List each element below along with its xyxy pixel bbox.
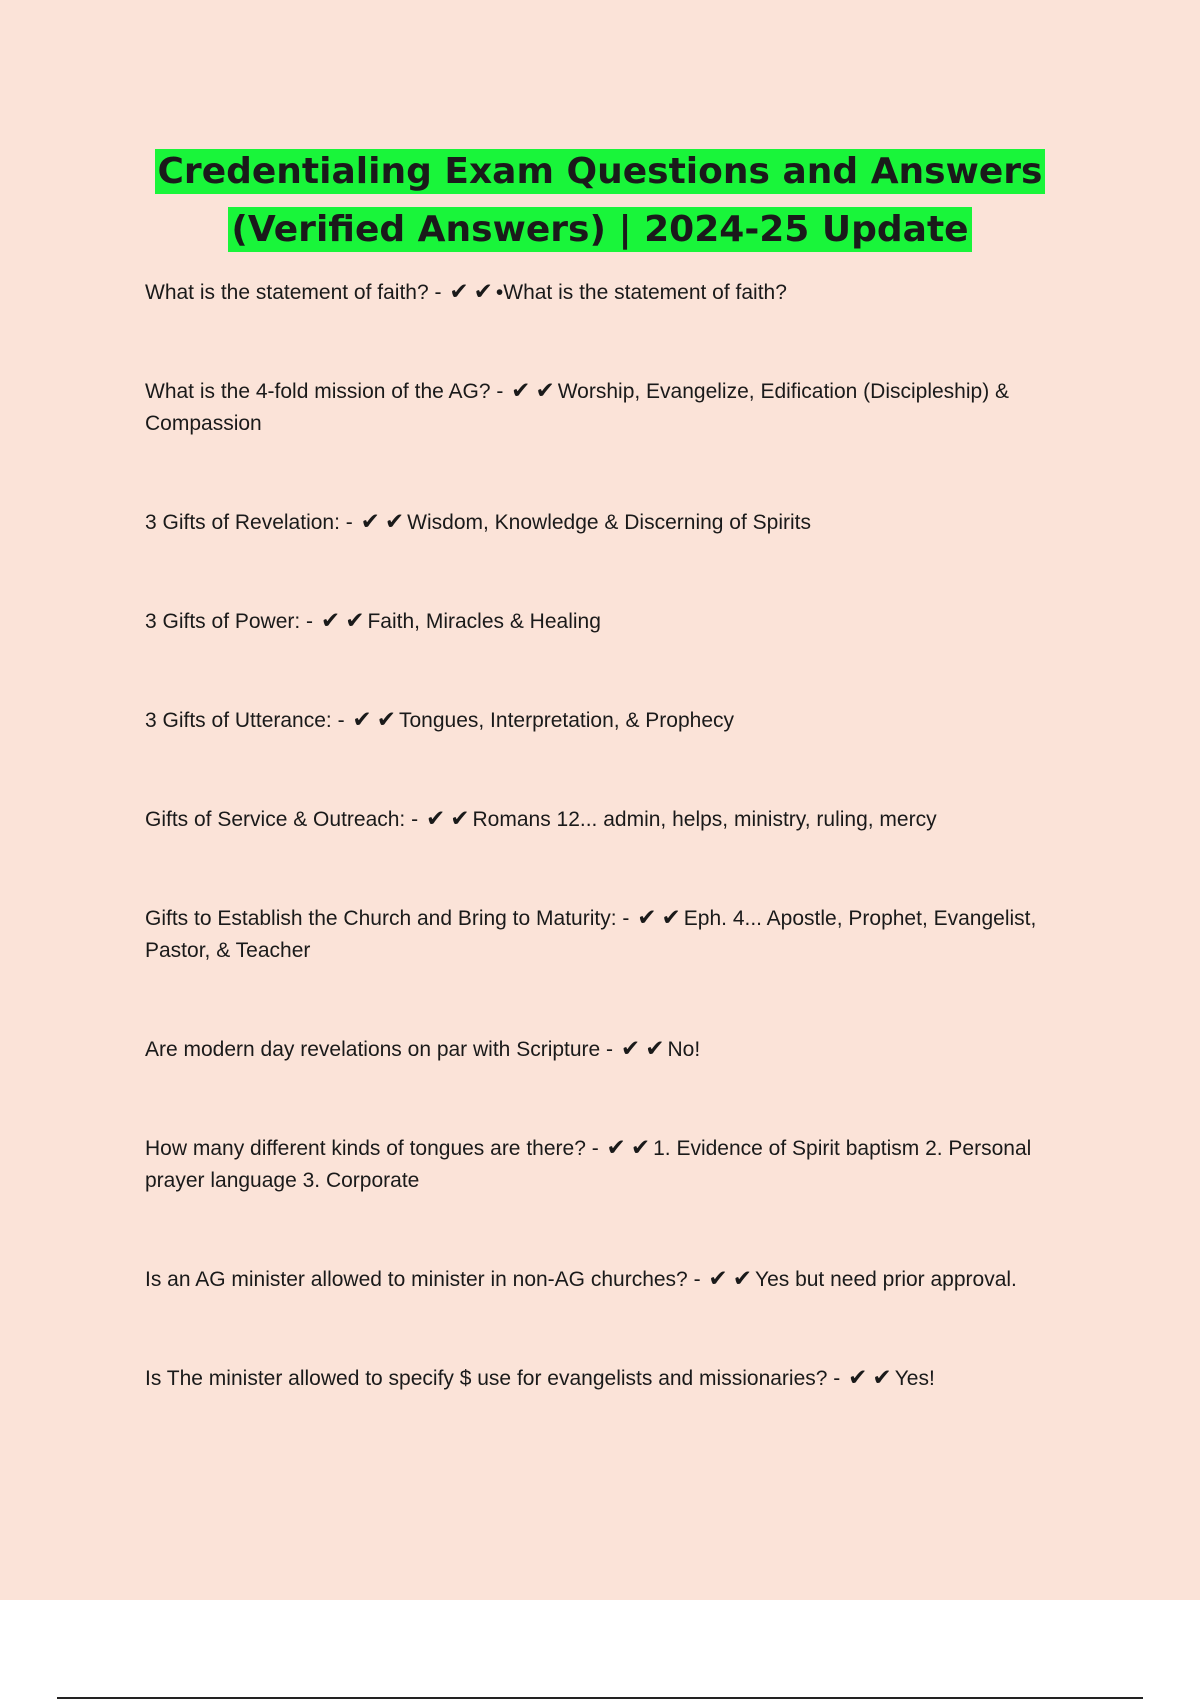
title-line-1: Credentialing Exam Questions and Answers xyxy=(155,149,1046,194)
check-icon: ✔ xyxy=(732,1266,752,1292)
check-icon: ✔ xyxy=(345,608,365,634)
check-icon: ✔ xyxy=(630,1135,651,1161)
check-icon: ✔ xyxy=(848,1365,868,1391)
answer-text: Yes but need prior approval. xyxy=(754,1268,1017,1291)
check-icon: ✔ xyxy=(535,378,555,404)
qa-item xyxy=(145,1263,1095,1327)
qa-item xyxy=(145,375,1095,471)
question-text: What is the 4-fold mission of the AG? - xyxy=(145,380,504,403)
question-text: 3 Gifts of Power: - xyxy=(145,610,314,633)
qa-list xyxy=(145,276,1095,1461)
question-text: 3 Gifts of Utterance: - xyxy=(145,709,345,732)
footer-divider xyxy=(57,1697,1143,1699)
title-line-2: (Verified Answers) | 2024-25 Update xyxy=(228,207,971,252)
answer-text: Faith, Miracles & Healing xyxy=(367,610,601,633)
check-icon: ✔ xyxy=(620,1036,641,1062)
qa-item xyxy=(145,803,1095,867)
qa-item xyxy=(145,1033,1095,1097)
question-text: Gifts to Establish the Church and Bring to Maturity: - xyxy=(145,907,630,930)
check-icon: ✔ xyxy=(320,608,341,634)
check-icon: ✔ xyxy=(450,806,470,832)
answer-text: Worship, Evangelize, Edification (Discipleship) & Compassion xyxy=(145,380,1010,435)
check-icon: ✔ xyxy=(425,806,446,832)
qa-item xyxy=(145,902,1095,998)
answer-text: 1. Evidence of Spirit baptism 2. Personal prayer language 3. Corporate xyxy=(145,1137,1032,1192)
document-title xyxy=(0,143,1200,259)
check-icon: ✔ xyxy=(872,1365,892,1391)
answer-text: Yes! xyxy=(894,1367,935,1390)
qa-item xyxy=(145,1362,1095,1426)
question-text: 3 Gifts of Revelation: - xyxy=(145,511,353,534)
check-icon: ✔ xyxy=(606,1135,626,1161)
answer-text: Romans 12... admin, helps, ministry, ruling, mercy xyxy=(472,808,937,831)
qa-item xyxy=(145,506,1095,570)
check-icon: ✔ xyxy=(708,1266,728,1292)
check-icon: ✔ xyxy=(645,1036,665,1062)
check-icon: ✔ xyxy=(637,905,657,931)
answer-text: Tongues, Interpretation, & Prophecy xyxy=(398,709,735,732)
question-text: Are modern day revelations on par with Scripture - xyxy=(145,1038,614,1061)
question-text: Is an AG minister allowed to minister in non-AG churches? - xyxy=(145,1268,701,1291)
qa-item xyxy=(145,276,1095,340)
question-text: Gifts of Service & Outreach: - xyxy=(145,808,419,831)
check-icon: ✔ xyxy=(473,279,493,305)
answer-text: •What is the statement of faith? xyxy=(495,281,787,304)
check-icon: ✔ xyxy=(360,509,380,535)
question-text: What is the statement of faith? - xyxy=(145,281,442,304)
question-text: How many different kinds of tongues are there? - xyxy=(145,1137,599,1160)
check-icon: ✔ xyxy=(352,707,372,733)
check-icon: ✔ xyxy=(449,279,469,305)
check-icon: ✔ xyxy=(511,378,531,404)
check-icon: ✔ xyxy=(661,905,681,931)
answer-text: Eph. 4... Apostle, Prophet, Evangelist, Pastor, & Teacher xyxy=(145,907,1037,962)
qa-item xyxy=(145,704,1095,768)
answer-text: No! xyxy=(667,1038,701,1061)
answer-text: Wisdom, Knowledge & Discerning of Spirits xyxy=(407,511,812,534)
qa-item xyxy=(145,1132,1095,1228)
question-text: Is The minister allowed to specify $ use for evangelists and missionaries? - xyxy=(145,1367,841,1390)
qa-item xyxy=(145,605,1095,669)
check-icon: ✔ xyxy=(384,509,405,535)
check-icon: ✔ xyxy=(376,707,396,733)
